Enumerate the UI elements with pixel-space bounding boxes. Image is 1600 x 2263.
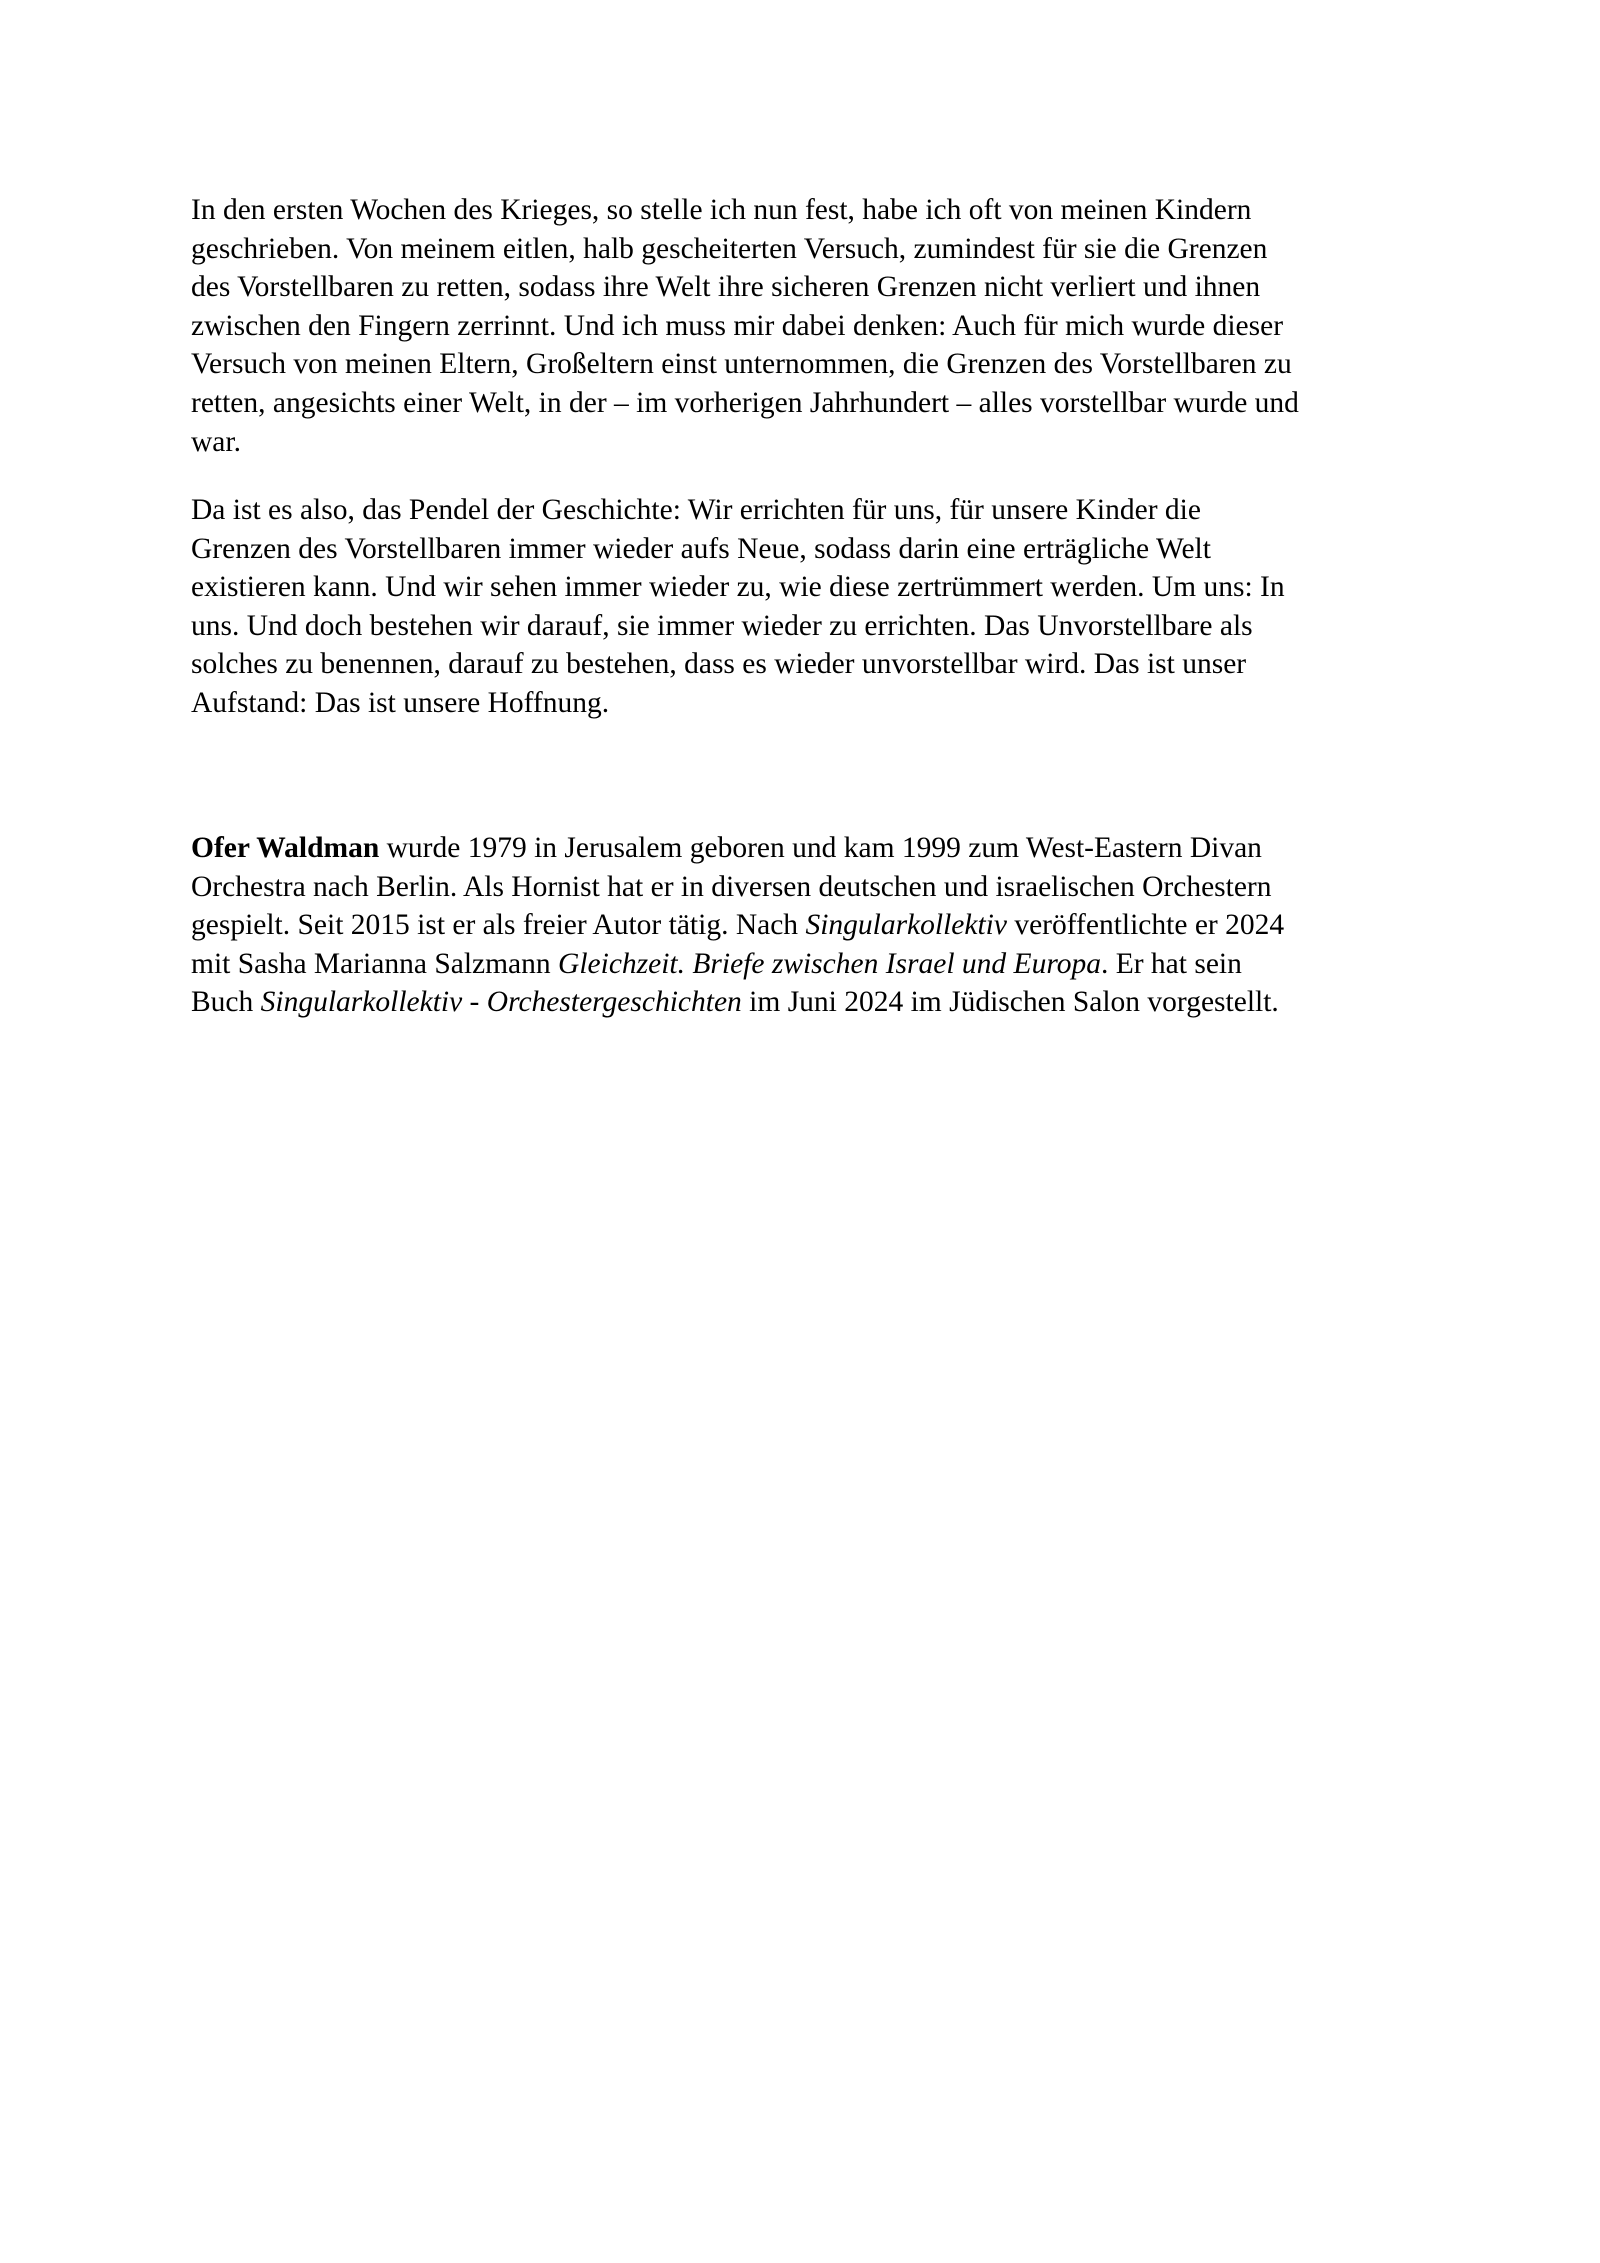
book-title: Singularkollektiv - Orchestergeschichten [260,986,742,1019]
bio-text-segment: . Er hat sein [1100,947,1242,980]
bio-text-segment: im Juni 2024 im Jüdischen Salon vorgestellt. [741,986,1279,1019]
paragraph-text [191,191,1421,461]
text-line: solches zu benennen, darauf zu bestehen, dass es wieder unvorstellbar wird. Das ist unser [191,648,1247,681]
text-line [191,983,1421,1022]
text-line: uns. Und doch bestehen wir darauf, sie immer wieder zu errichten. Das Unvorstellbare als [191,609,1253,642]
text-line: Grenzen des Vorstellbaren immer wieder aufs Neue, sodass darin eine erträgliche Welt [191,532,1211,565]
text-line [191,945,1421,984]
text-line: zwischen den Fingern zerrinnt. Und ich muss mir dabei denken: Auch für mich wurde dieser [191,309,1284,342]
text-line: geschrieben. Von meinem eitlen, halb gescheiterten Versuch, zumindest für sie die Grenzen [191,232,1268,265]
text-line [191,906,1421,945]
bio-text-segment: Buch [191,986,261,1019]
text-line: Versuch von meinen Eltern, Großeltern einst unternommen, die Grenzen des Vorstellbaren zu [191,348,1292,381]
book-title: Gleichzeit. Briefe zwischen Israel und Europa [558,947,1101,980]
bio-text-segment: veröffentlichte er 2024 [1006,909,1285,942]
bio-text [191,829,1421,1022]
text-line: Aufstand: Das ist unsere Hoffnung. [191,686,610,719]
text-line: retten, angesichts einer Welt, in der – im vorherigen Jahrhundert – alles vorstellbar wurde und [191,386,1299,419]
bio-text-segment: mit Sasha Marianna Salzmann [191,947,559,980]
text-line: war. [191,425,241,458]
bio-text-segment: gespielt. Seit 2015 ist er als freier Autor tätig. Nach [191,909,806,942]
bio-text-segment: wurde 1979 in Jerusalem geboren und kam 1999 zum West-Eastern Divan [379,832,1262,864]
author-bio [191,829,1421,1022]
text-line: existieren kann. Und wir sehen immer wieder zu, wie diese zertrümmert werden. Um uns: In [191,571,1285,604]
author-name: Ofer Waldman [191,832,380,864]
text-line: des Vorstellbaren zu retten, sodass ihre Welt ihre sicheren Grenzen nicht verliert und ihnen [191,271,1261,304]
text-line: Orchestra nach Berlin. Als Hornist hat er in diversen deutschen und israelischen Orchestern [191,870,1272,903]
paragraph-pendel [191,491,1421,723]
paragraph-text [191,491,1421,723]
text-line: Da ist es also, das Pendel der Geschichte: Wir errichten für uns, für unsere Kinder die [191,494,1201,526]
paragraph-kindern [191,191,1421,461]
text-line [191,829,1421,868]
text-line: In den ersten Wochen des Krieges, so stelle ich nun fest, habe ich oft von meinen Kindern [191,194,1252,226]
book-title: Singularkollektiv [805,909,1007,942]
